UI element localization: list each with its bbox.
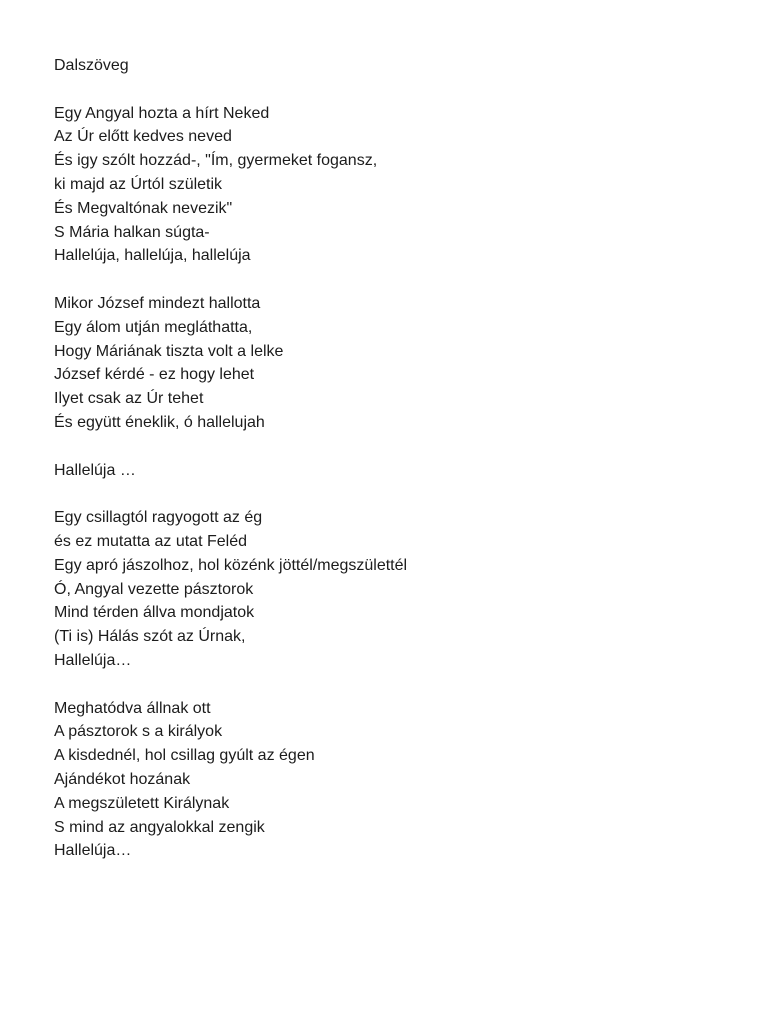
stanza-gap — [54, 673, 754, 697]
lyric-line: Hogy Máriának tiszta volt a lelke — [54, 342, 284, 360]
lyric-line: Ó, Angyal vezette pásztorok — [54, 580, 254, 598]
lyric-line: A pásztorok s a királyok — [54, 723, 223, 741]
lyric-line: S mind az angyalokkal zengik — [54, 818, 265, 836]
lyric-line: Az Úr előtt kedves neved — [54, 128, 232, 146]
document-title: Dalszöveg — [54, 57, 129, 74]
lyric-line: Meghatódva állnak ott — [54, 699, 211, 717]
stanza-5 — [54, 697, 754, 864]
lyric-line: Hallelúja… — [54, 651, 132, 669]
lyric-line: Mikor József mindezt hallotta — [54, 294, 261, 312]
stanza-gap — [54, 482, 754, 506]
stanza-4 — [54, 506, 754, 673]
lyric-line: József kérdé - ez hogy lehet — [54, 366, 255, 384]
lyric-line: és ez mutatta az utat Feléd — [54, 532, 247, 550]
stanza-gap — [54, 268, 754, 292]
stanza-3 — [54, 459, 754, 483]
lyric-line: És igy szólt hozzád-, "Ím, gyermeket fogansz, — [54, 152, 378, 170]
lyric-line: Egy apró jászolhoz, hol közénk jöttél/megszülettél — [54, 556, 408, 574]
lyric-line: És együtt éneklik, ó hallelujah — [54, 413, 265, 431]
stanza-gap — [54, 78, 754, 102]
lyrics-text — [54, 54, 754, 863]
lyric-line: Mind térden állva mondjatok — [54, 604, 255, 622]
lyric-line: A kisdednél, hol csillag gyúlt az égen — [54, 747, 315, 765]
lyric-line: Hallelúja… — [54, 842, 132, 860]
lyric-line: És Megvaltónak nevezik" — [54, 199, 233, 217]
stanza-2 — [54, 292, 754, 435]
stanza-gap — [54, 435, 754, 459]
lyric-line: Hallelúja … — [54, 461, 136, 479]
lyric-line: (Ti is) Hálás szót az Úrnak, — [54, 628, 246, 646]
lyric-line: Egy álom utján megláthatta, — [54, 318, 253, 336]
lyric-line: Ajándékot hozának — [54, 770, 191, 788]
lyric-line: Hallelúja, hallelúja, hallelúja — [54, 247, 251, 265]
lyric-line: A megszületett Királynak — [54, 794, 230, 812]
lyric-line: ki majd az Úrtól születik — [54, 175, 223, 193]
lyric-line: Egy Angyal hozta a hírt Neked — [54, 104, 270, 122]
lyric-line: Ilyet csak az Úr tehet — [54, 390, 204, 408]
lyric-line: Egy csillagtól ragyogott az ég — [54, 509, 263, 527]
lyric-line: S Mária halkan súgta- — [54, 223, 210, 241]
stanza-1 — [54, 102, 754, 269]
